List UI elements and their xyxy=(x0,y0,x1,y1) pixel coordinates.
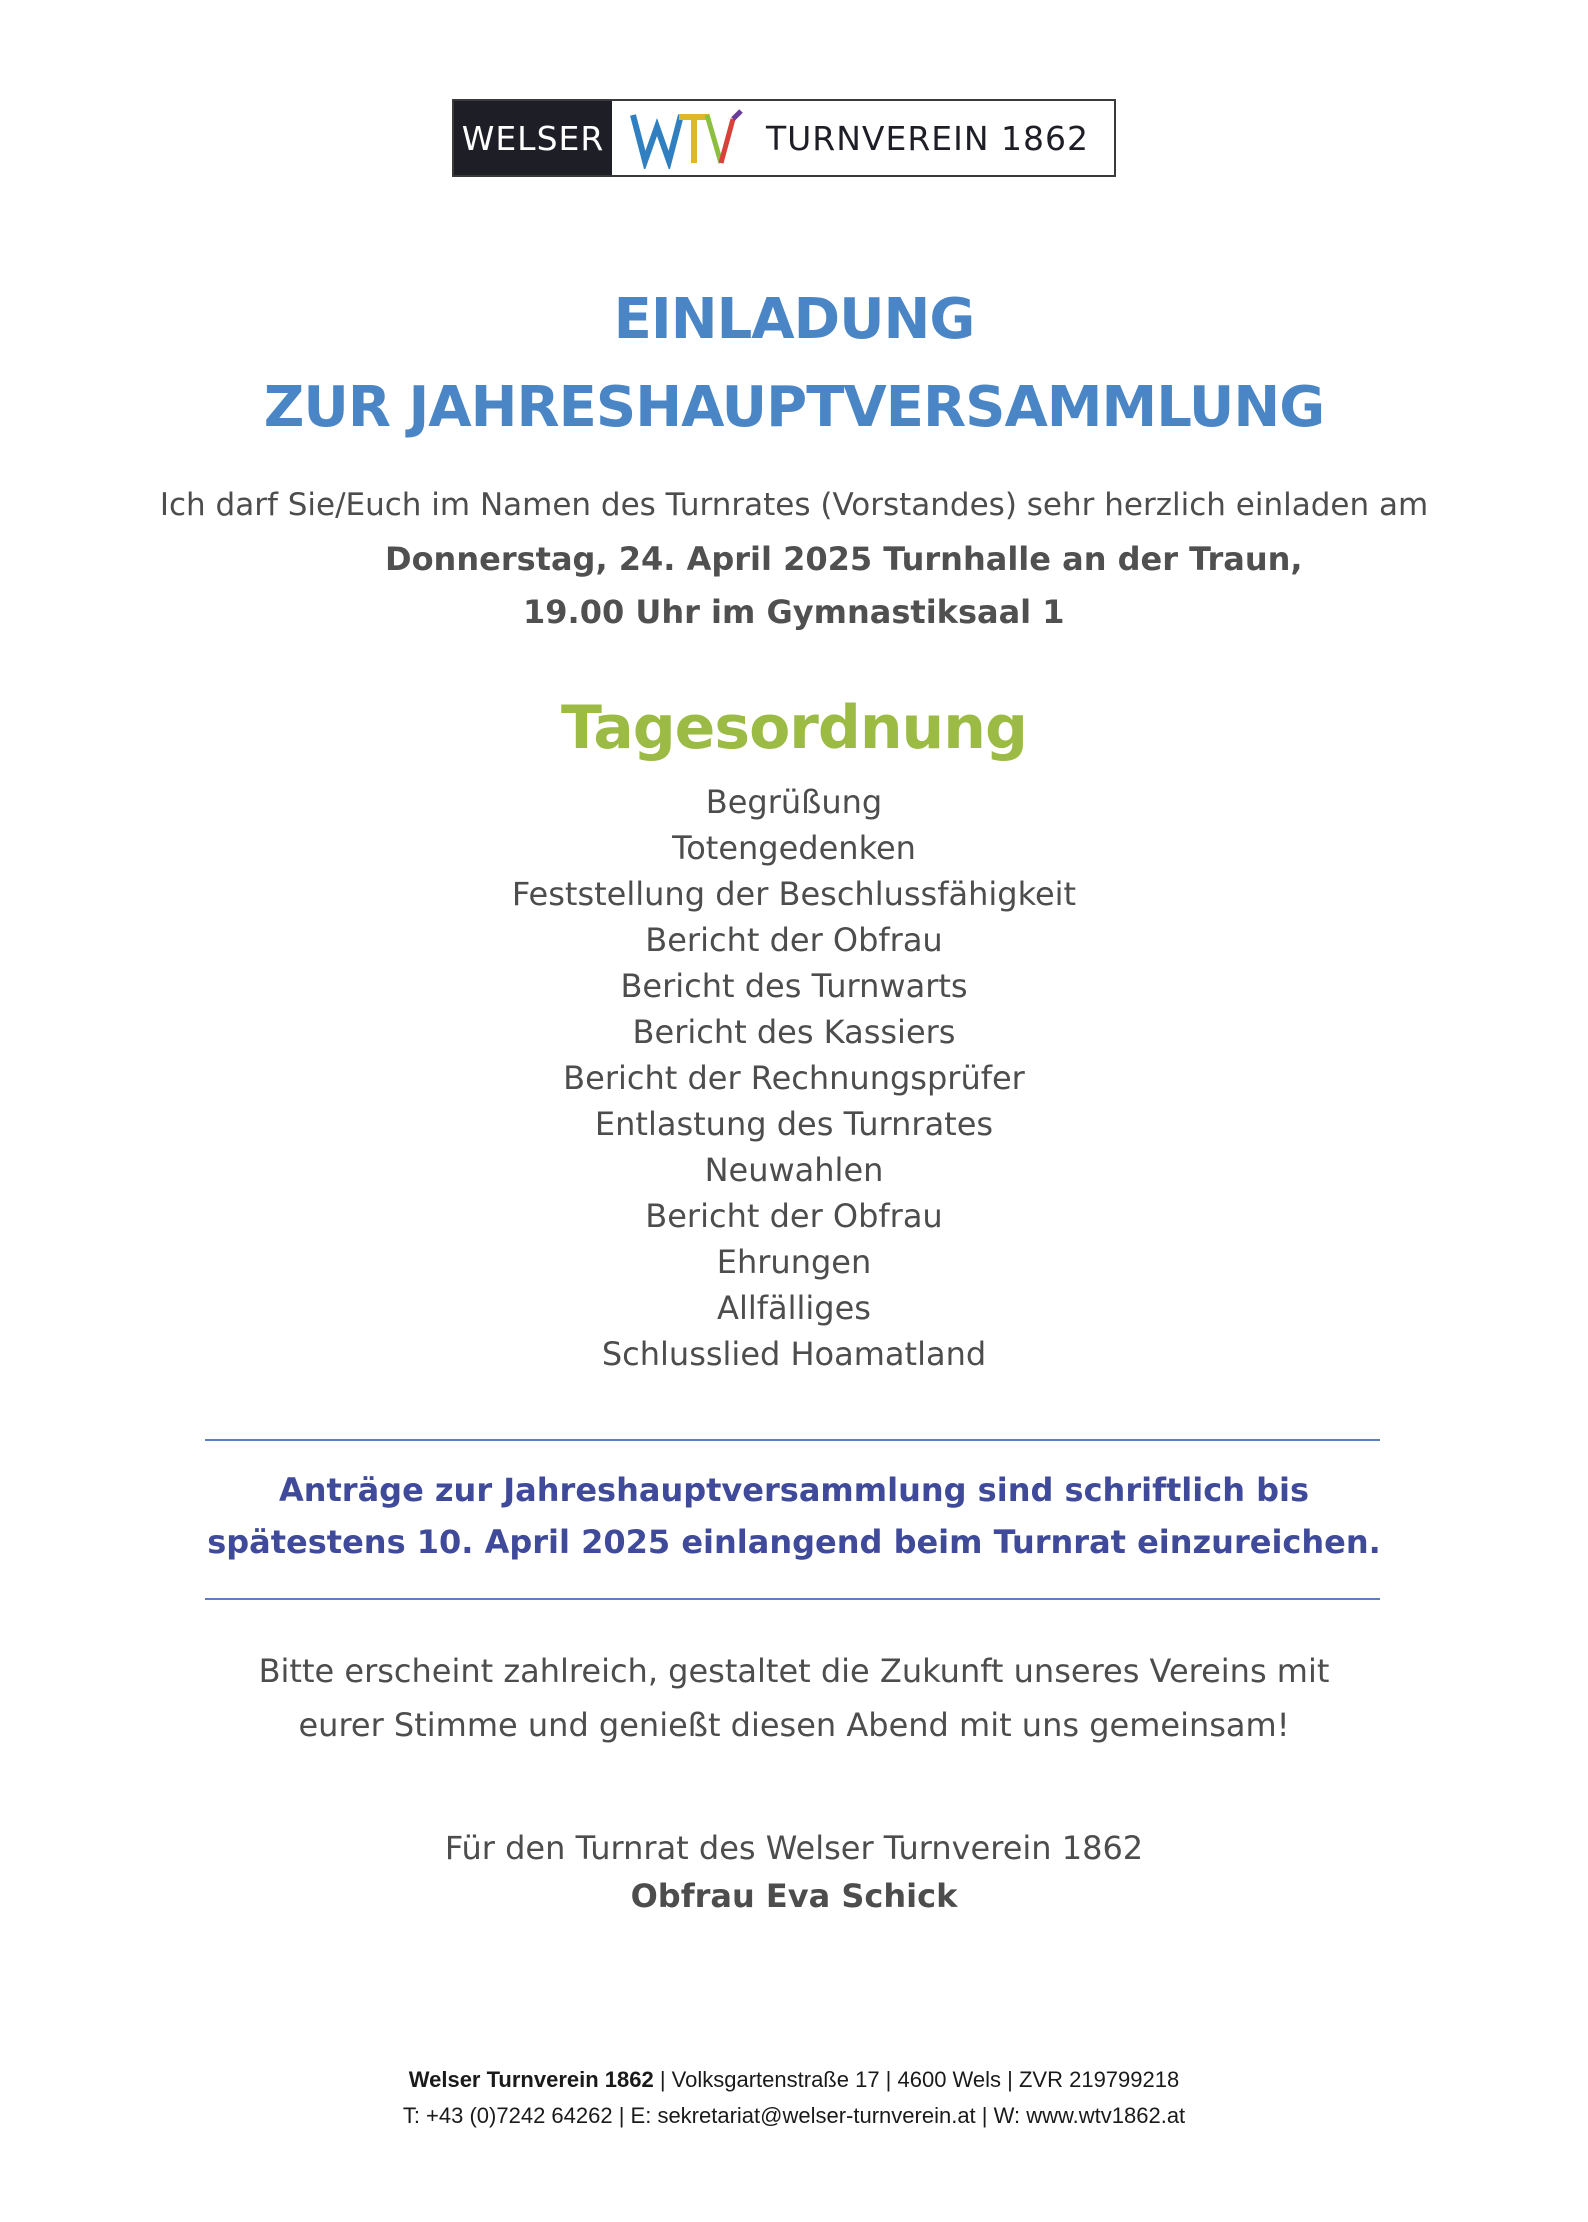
footer-address-details: | Volksgartenstraße 17 | 4600 Wels | ZVR 219799218 xyxy=(653,2067,1180,2092)
signature-line: Für den Turnrat des Welser Turnverein 1862 xyxy=(444,1829,1144,1867)
agenda-item: Allfälliges xyxy=(717,1289,871,1327)
agenda-item: Begrüßung xyxy=(705,783,883,821)
agenda-item: Schlusslied Hoamatland xyxy=(601,1335,987,1373)
footer-address xyxy=(0,2067,1588,2093)
agenda-item: Neuwahlen xyxy=(704,1151,884,1189)
agenda-item: Bericht der Obfrau xyxy=(645,1197,943,1235)
motions-notice-line2: spätestens 10. April 2025 einlangend beim Turnrat einzureichen. xyxy=(207,1523,1381,1561)
closing-text-line2: eurer Stimme und genießt diesen Abend mit uns gemeinsam! xyxy=(298,1706,1290,1744)
agenda-item: Feststellung der Beschlussfähigkeit xyxy=(511,875,1077,913)
divider-top xyxy=(205,1439,1380,1441)
wtv-mark-icon xyxy=(627,107,747,169)
agenda-item: Totengedenken xyxy=(672,829,916,867)
agenda-heading: Tagesordnung xyxy=(561,693,1027,763)
logo-wtv-mark xyxy=(612,101,762,175)
agenda-item: Bericht der Obfrau xyxy=(645,921,943,959)
page-title-line1: EINLADUNG xyxy=(613,287,975,352)
agenda-item: Ehrungen xyxy=(716,1243,872,1281)
agenda-list xyxy=(0,779,1588,1377)
agenda-item: Bericht des Kassiers xyxy=(632,1013,956,1051)
page-title-line2: ZUR JAHRESHAUPTVERSAMMLUNG xyxy=(263,375,1325,440)
footer-org-name: Welser Turnverein 1862 xyxy=(408,2067,654,2092)
logo-turnverein-label: TURNVEREIN 1862 xyxy=(766,118,1090,158)
agenda-item: Entlastung des Turnrates xyxy=(594,1105,994,1143)
signatory-name: Obfrau Eva Schick xyxy=(630,1877,958,1915)
closing-text-line1: Bitte erscheint zahlreich, gestaltet die Zukunft unseres Vereins mit xyxy=(258,1652,1330,1690)
invitation-intro: Ich darf Sie/Euch im Namen des Turnrates (Vorstandes) sehr herzlich einladen am xyxy=(159,487,1429,523)
divider-bottom xyxy=(205,1598,1380,1600)
event-time-room: 19.00 Uhr im Gymnastiksaal 1 xyxy=(523,593,1065,631)
motions-notice-line1: Anträge zur Jahreshauptversammlung sind schriftlich bis xyxy=(278,1471,1310,1509)
club-logo xyxy=(452,99,1116,177)
footer-contact: T: +43 (0)7242 64262 | E: sekretariat@welser-turnverein.at | W: www.wtv1862.at xyxy=(402,2103,1186,2128)
agenda-item: Bericht des Turnwarts xyxy=(620,967,968,1005)
agenda-item: Bericht der Rechnungsprüfer xyxy=(563,1059,1025,1097)
logo-welser-label: WELSER xyxy=(454,101,612,175)
event-date-location: Donnerstag, 24. April 2025 Turnhalle an der Traun, xyxy=(385,540,1303,578)
